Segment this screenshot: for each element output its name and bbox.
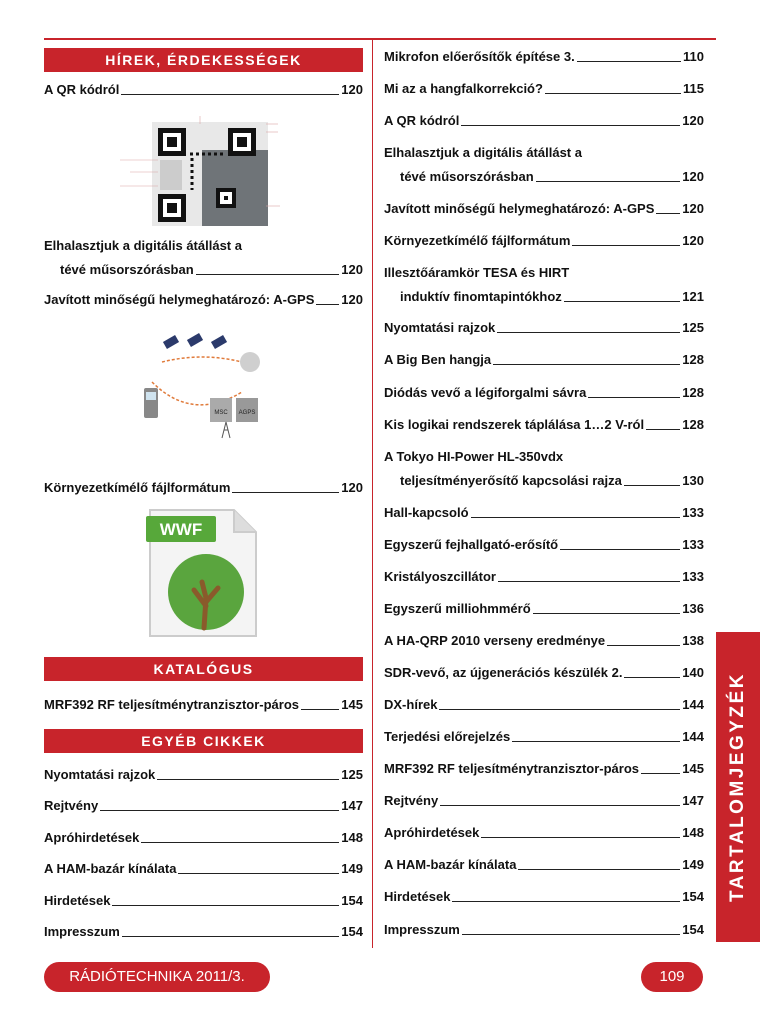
top-rule [44,38,716,40]
entry-page: 149 [682,857,704,872]
toc-entry[interactable] [384,889,704,905]
entry-title: Nyomtatási rajzok [44,767,156,782]
entry-page: 128 [682,385,704,400]
entry-page: 145 [341,697,363,712]
entry-page: 154 [682,922,704,937]
entry-page: 133 [682,505,704,520]
entry-page: 120 [682,201,704,216]
leader-line [462,934,680,935]
agps-diagram-figure [132,322,280,442]
entry-title: A HAM-bazár kínálata [44,861,177,876]
entry-title: Apróhirdetések [44,830,140,845]
entry-page: 128 [682,352,704,367]
entry-title: tévé műsorszórásban [400,169,534,184]
entry-title-line1: Elhalasztjuk a digitális átállást a [384,145,582,160]
entry-title: Kristályoszcillátor [384,569,496,584]
entry-title: Impresszum [44,924,120,939]
leader-line [545,93,681,94]
toc-entry[interactable] [384,49,704,65]
toc-entry[interactable] [384,169,704,185]
entry-page: 115 [683,81,704,96]
entry-page: 147 [341,798,363,813]
entry-title: Terjedési előrejelzés [384,729,511,744]
entry-title: Rejtvény [44,798,99,813]
leader-line [533,613,681,614]
leader-line [157,779,339,780]
leader-line [656,213,680,214]
leader-line [122,936,339,937]
entry-title: Hirdetések [44,893,111,908]
leader-line [439,709,680,710]
entry-page: 144 [682,729,704,744]
column-divider [372,40,373,948]
leader-line [481,837,680,838]
entry-title: A HAM-bazár kínálata [384,857,517,872]
leader-line [607,645,680,646]
toc-entry[interactable] [384,201,704,217]
entry-page: 133 [682,537,704,552]
entry-title: Egyszerű milliohmmérő [384,601,531,616]
leader-line [301,709,339,710]
entry-page: 149 [341,861,363,876]
entry-title-line1: Elhalasztjuk a digitális átállást a [44,238,242,253]
entry-title: Egyszerű fejhallgató-erősítő [384,537,559,552]
leader-line [497,332,680,333]
entry-title: teljesítményerősítő kapcsolási rajza [400,473,622,488]
toc-entry[interactable] [44,292,363,308]
entry-page: 110 [683,49,704,64]
entry-title-line1: A Tokyo HI-Power HL-350vdx [384,449,564,464]
section-header-egyeb: EGYÉB CIKKEK [44,729,363,753]
entry-title: A HA-QRP 2010 verseny eredménye [384,633,606,648]
toc-entry[interactable] [384,825,704,841]
entry-title: Hall-kapcsoló [384,505,469,520]
toc-entry[interactable] [384,601,704,617]
toc-entry[interactable] [44,697,363,713]
entry-title: Környezetkímélő fájlformátum [384,233,571,248]
entry-title: Javított minőségű helymeghatározó: A-GPS [384,201,655,216]
entry-title: tévé műsorszórásban [60,262,194,277]
leader-line [121,94,339,95]
toc-entry[interactable] [384,857,704,873]
toc-entry[interactable] [384,793,704,809]
toc-entry[interactable] [384,289,704,305]
entry-page: 120 [682,169,704,184]
leader-line [461,125,680,126]
leader-line [588,397,680,398]
entry-page: 148 [341,830,363,845]
toc-entry[interactable] [384,473,704,489]
entry-page: 147 [682,793,704,808]
entry-title: Javított minőségű helymeghatározó: A-GPS [44,292,315,307]
entry-page: 133 [682,569,704,584]
entry-page: 120 [341,262,363,277]
leader-line [452,901,680,902]
entry-title-line1: Illesztőáramkör TESA és HIRT [384,265,570,280]
entry-page: 145 [682,761,704,776]
leader-line [560,549,680,550]
toc-entry[interactable] [44,861,363,877]
entry-title: A QR kódról [44,82,120,97]
entry-title: Környezetkímélő fájlformátum [44,480,231,495]
entry-title: Mi az a hangfalkorrekció? [384,81,543,96]
leader-line [641,773,680,774]
leader-line [141,842,339,843]
leader-line [316,304,339,305]
entry-page: 120 [682,233,704,248]
entry-title: A QR kódról [384,113,460,128]
entry-page: 140 [682,665,704,680]
entry-title: Nyomtatási rajzok [384,320,496,335]
magazine-issue-badge: RÁDIÓTECHNIKA 2011/3. [44,962,270,992]
entry-title: DX-hírek [384,697,438,712]
leader-line [178,873,339,874]
entry-page: 138 [682,633,704,648]
toc-entry[interactable] [44,830,363,846]
toc-entry[interactable] [44,767,363,783]
leader-line [498,581,680,582]
entry-page: 154 [682,889,704,904]
toc-entry[interactable] [384,385,704,401]
entry-title: Apróhirdetések [384,825,480,840]
entry-page: 125 [341,767,363,782]
toc-entry[interactable] [384,697,704,713]
leader-line [512,741,680,742]
wwf-label: WWF [159,520,203,539]
toc-entry[interactable] [384,665,704,681]
entry-page: 120 [682,113,704,128]
leader-line [518,869,680,870]
toc-entry[interactable] [384,505,704,521]
toc-entry[interactable] [384,113,704,129]
toc-entry[interactable] [44,262,363,278]
section-header-hirek: HÍREK, ÉRDEKESSÉGEK [44,48,363,72]
wwf-file-icon [146,506,260,640]
entry-page: 121 [682,289,704,304]
entry-title: MRF392 RF teljesítménytranzisztor-páros [44,697,300,712]
leader-line [440,805,680,806]
toc-entry[interactable] [384,761,704,777]
entry-title: Impresszum [384,922,460,937]
entry-title: induktív finomtapintókhoz [400,289,562,304]
toc-entry[interactable] [44,480,363,496]
leader-line [536,181,681,182]
leader-line [624,485,680,486]
entry-page: 125 [682,320,704,335]
toc-entry[interactable] [44,893,363,909]
leader-line [196,274,340,275]
section-header-katalogus: KATALÓGUS [44,657,363,681]
toc-entry[interactable] [384,922,704,938]
entry-page: 154 [341,893,363,908]
entry-page: 144 [682,697,704,712]
qr-code-figure [100,110,300,228]
entry-page: 120 [341,292,363,307]
toc-entry[interactable] [384,320,704,336]
toc-entry[interactable] [384,633,704,649]
leader-line [624,677,680,678]
toc-entry[interactable] [384,81,704,97]
entry-title: Kis logikai rendszerek táplálása 1…2 V-ról [384,417,645,432]
entry-page: 136 [682,601,704,616]
toc-entry[interactable] [384,352,704,368]
toc-entry[interactable] [384,233,704,249]
leader-line [471,517,681,518]
toc-entry[interactable] [44,798,363,814]
leader-line [577,61,681,62]
entry-title: Rejtvény [384,793,439,808]
entry-page: 148 [682,825,704,840]
leader-line [572,245,680,246]
toc-entry[interactable] [44,924,363,940]
entry-title: Mikrofon előerősítők építése 3. [384,49,575,64]
toc-entry[interactable] [384,569,704,585]
side-tab-label: TARTALOMJEGYZÉK [727,672,748,902]
entry-title: Hirdetések [384,889,451,904]
toc-side-tab [716,632,760,942]
toc-entry[interactable] [44,82,363,98]
entry-page: 154 [341,924,363,939]
leader-line [564,301,681,302]
entry-title: Diódás vevő a légiforgalmi sávra [384,385,587,400]
toc-entry[interactable] [384,537,704,553]
entry-page: 130 [682,473,704,488]
leader-line [232,492,339,493]
page-number-badge: 109 [641,962,703,992]
entry-page: 120 [341,480,363,495]
entry-title: MRF392 RF teljesítménytranzisztor-páros [384,761,640,776]
toc-entry[interactable] [384,729,704,745]
leader-line [100,810,339,811]
entry-page: 128 [682,417,704,432]
toc-entry[interactable] [384,417,704,433]
leader-line [493,364,680,365]
entry-title: SDR-vevő, az újgenerációs készülék 2. [384,665,623,680]
leader-line [112,905,339,906]
entry-page: 120 [341,82,363,97]
msc-label: MSC [214,410,228,416]
entry-title: A Big Ben hangja [384,352,492,367]
agps-label: AGPS [238,410,256,416]
leader-line [646,429,680,430]
